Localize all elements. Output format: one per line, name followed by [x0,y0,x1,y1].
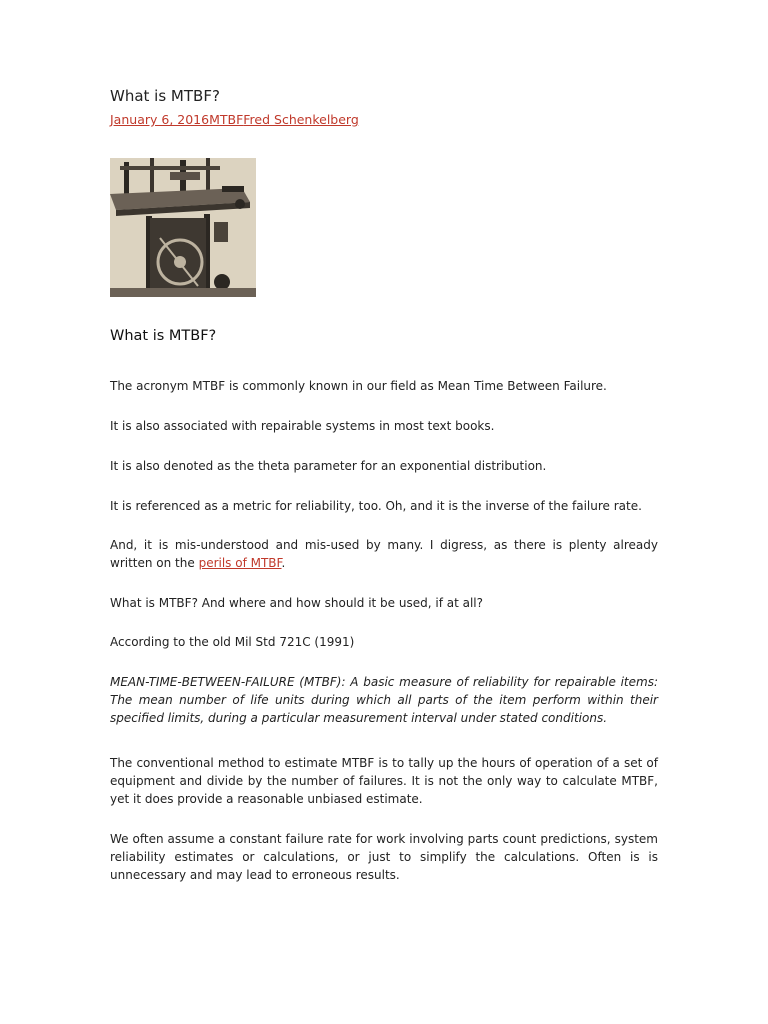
paragraph-5-text: And, it is mis-understood and mis-used by many. I digress, as there is plenty already written on the [110,538,658,570]
paragraph-6: What is MTBF? And where and how should it be used, if at all? [110,596,483,610]
section-heading: What is MTBF? [110,328,217,344]
paragraph-2: It is also associated with repairable systems in most text books. [110,419,495,433]
paragraph-1: The acronym MTBF is commonly known in our field as Mean Time Between Failure. [110,379,607,393]
category-link[interactable]: MTBF [209,112,244,127]
paragraph-3: It is also denoted as the theta parameter for an exponential distribution. [110,459,547,473]
author-link[interactable]: Fred Schenkelberg [243,112,359,127]
paragraph-4: It is referenced as a metric for reliability, too. Oh, and it is the inverse of the failure rate. [110,499,642,513]
paragraph-9: The conventional method to estimate MTBF is to tally up the hours of operation of a set of equipment and divide by the number of failures. It is not the only way to calculate MTBF, yet it does provide a reasonable unbiased estimate. [110,756,658,806]
paragraph-5 [110,536,658,572]
article-title: What is MTBF? [110,87,220,105]
vintage-machine-image [110,158,256,297]
paragraph-7: According to the old Mil Std 721C (1991) [110,635,355,649]
paragraph-10: We often assume a constant failure rate for work involving parts count predictions, system reliability estimates or calculations, or just to simplify the calculations. Often is is unnecessary and may lead to erroneous results. [110,832,658,882]
paragraph-5-end: . [281,556,286,570]
definition-quote: MEAN-TIME-BETWEEN-FAILURE (MTBF): A basic measure of reliability for repairable items: The mean number of life units during which all parts of the item perform within their specified limits, during a particular measurement interval under stated conditions. [110,675,658,725]
post-date-link[interactable]: January 6, 2016 [110,112,210,127]
perils-of-mtbf-link[interactable]: perils of MTBF [198,556,282,570]
article-meta [110,112,359,127]
